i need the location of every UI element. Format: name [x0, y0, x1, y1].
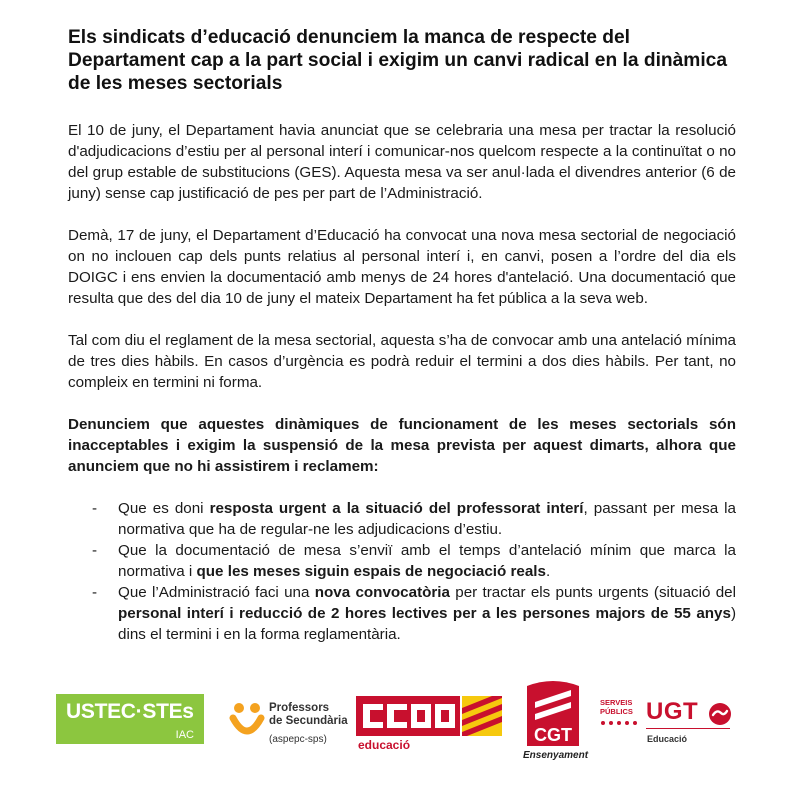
list-item [68, 582, 736, 645]
bullet-dash: - [92, 542, 98, 559]
union-logos [56, 676, 746, 794]
bullet-bold-text: nova convocatòria [314, 584, 450, 601]
ugt-logo [596, 694, 736, 756]
cgt-emblem-icon [521, 680, 585, 748]
paragraph-2: Demà, 17 de juny, el Departament d’Educació ha convocat una nova mesa sectorial de negociació on no inclouen cap dels punts relatius al personal interí i, en canvi, posen a l’ordre del dia els DOIGC i ens envien la documentació amb menys de 24 hores d'antelació. Una documentació que resulta que des del dia 10 de juny el mateix Departament ha fet pública a la seva web. [68, 227, 736, 307]
list-item [68, 498, 736, 540]
ustec-logo-name: USTEC·STEs [66, 700, 194, 723]
list-item [68, 540, 736, 582]
professors-secundaria-logo [229, 696, 349, 756]
paragraph-3: Tal com diu el reglament de la mesa sectorial, aquesta s’ha de convocar amb una antelació mínima de tres dies hàbils. En casos d’urgència es podrà reduir el termini a dos dies hàbils. Per tant, no compleix en termini ni forma. [68, 332, 736, 391]
cgt-logo-sub: Ensenyament [523, 750, 589, 761]
ccoo-logo [356, 696, 502, 756]
professors-line1: Professors [269, 702, 330, 714]
document-title: Els sindicats d’educació denunciem la manca de respecte del Departament cap a la part social i exigim un canvi radical en la dinàmica de les meses sectorials [68, 27, 728, 94]
ustec-logo-sub: IAC [175, 729, 194, 741]
ustec-stes-logo [56, 694, 204, 744]
bullet-text: . [545, 563, 551, 580]
ugt-logo-sub: Educació [647, 734, 688, 744]
bullet-text: Que l’Administració faci una [118, 584, 315, 601]
ugt-logo-name: UGT [646, 698, 699, 725]
ccoo-emblem-icon [356, 696, 502, 736]
cgt-logo [521, 680, 589, 764]
bullet-text: , passant per mesa la normativa que ha de regular-ne les adjudicacions d’estiu. [118, 500, 736, 538]
bullet-bold-text: que les meses siguin espais de negociació reals [196, 563, 546, 580]
professors-line2: de Secundària [269, 715, 348, 727]
professors-emblem-icon [229, 700, 265, 744]
document-body [68, 26, 736, 645]
paragraph-1: El 10 de juny, el Departament havia anunciat que se celebraria una mesa per tractar la resolució d'adjudicacions d’estiu per al personal interí i comunicar-nos quelcom respecte a la continuïtat o no del grup estable de substitucions (GES). Aquesta mesa va ser anul·lada el divendres anterior (6 de juny) sense cap justificació de pes per part de l’Administració. [68, 122, 736, 202]
cgt-logo-name: CGT [534, 725, 572, 745]
bullet-dash: - [92, 500, 98, 517]
bullet-dash: - [92, 584, 98, 601]
ugt-dots-icon [600, 720, 638, 726]
professors-logo-text [269, 702, 348, 728]
ugt-serveis-line2: PÚBLICS [600, 707, 633, 716]
bullet-text: Que la documentació de mesa s’enviï amb el temps d’antelació mínim que marca la normativa i [118, 542, 736, 580]
bullet-text: ) dins el termini i en la forma reglamentària. [118, 605, 736, 643]
ccoo-logo-sub: educació [358, 738, 411, 752]
demands-list [68, 498, 736, 645]
ugt-serveis-text [600, 698, 633, 716]
bullet-bold-text: personal interí i reducció de 2 hores lectives per a les persones majors de 55 anys [118, 605, 731, 622]
demand-paragraph: Denunciem que aquestes dinàmiques de funcionament de les meses sectorials són inacceptables i exigim la suspensió de la mesa prevista per aquest dimarts, alhora que anunciem que no hi assistirem i reclamem: [68, 416, 736, 475]
ugt-emblem-icon [708, 702, 732, 726]
professors-line3: (aspepc-sps) [269, 734, 327, 745]
ugt-divider [646, 728, 730, 729]
bullet-text: Que es doni [118, 500, 210, 517]
bullet-text: per tractar els punts urgents (situació del [449, 584, 736, 601]
bullet-bold-text: resposta urgent a la situació del professorat interí [209, 500, 584, 517]
ugt-serveis-line1: SERVEIS [600, 698, 633, 707]
